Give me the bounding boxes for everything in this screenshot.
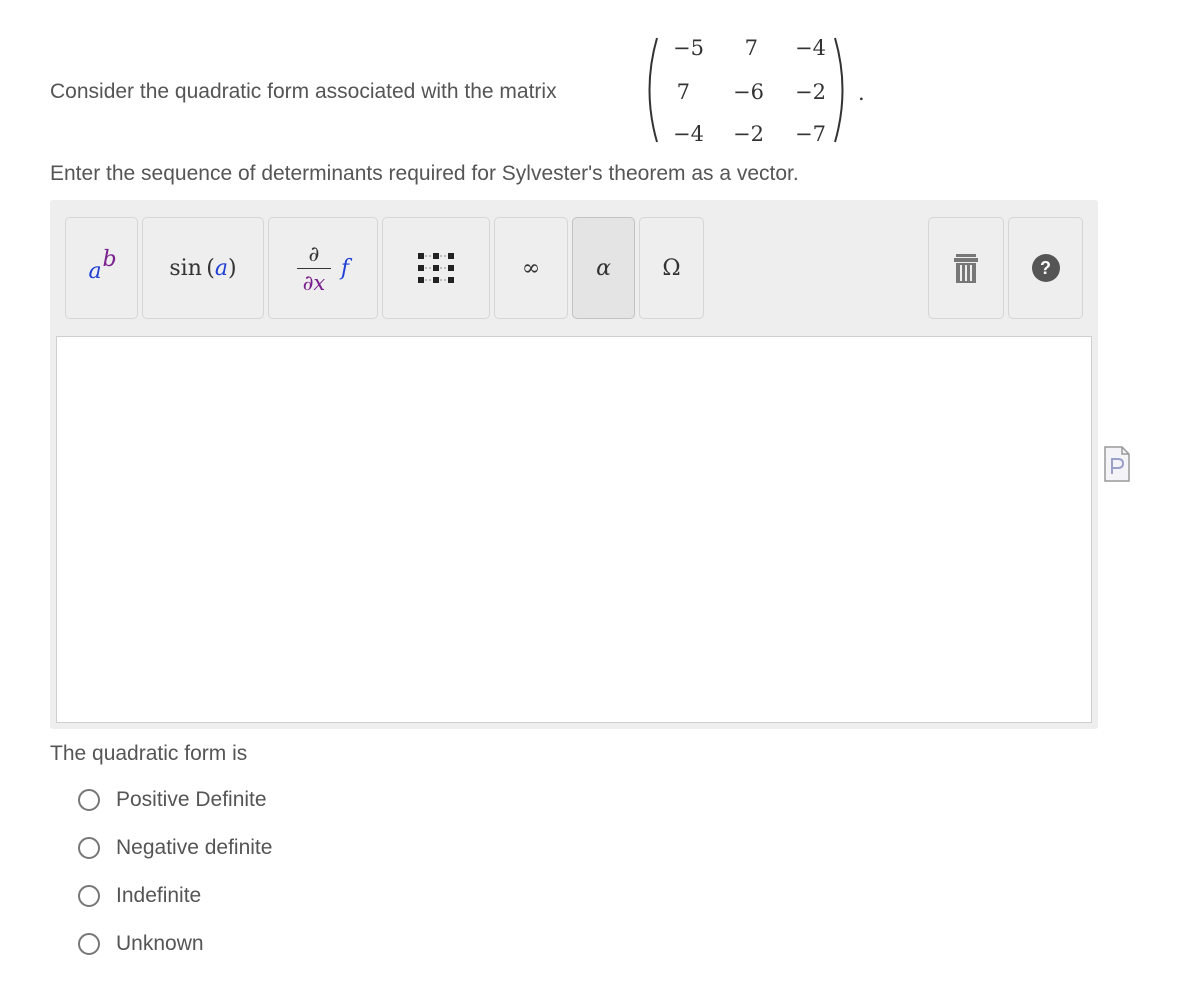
clear-button[interactable] [928, 217, 1004, 319]
alpha-icon: α [596, 255, 611, 281]
infinity-icon: ∞ [521, 255, 541, 281]
matrix [640, 36, 865, 146]
math-editor [50, 200, 1098, 729]
superscript-button[interactable] [65, 217, 138, 319]
trash-icon [951, 251, 981, 285]
radio-button[interactable] [78, 837, 100, 859]
matrix-cell: −7 [795, 122, 826, 146]
help-button[interactable] [1008, 217, 1083, 319]
matrix-cell: −6 [733, 80, 764, 104]
help-icon: ? [1032, 254, 1060, 282]
option-label: Indefinite [116, 884, 202, 907]
radio-button[interactable] [78, 789, 100, 811]
question-text-matrix: Consider the quadratic form associated with the matrix [50, 80, 557, 103]
quadratic-form-question: The quadratic form is [50, 742, 248, 765]
matrix-cell: −4 [795, 36, 826, 60]
infinity-button[interactable] [494, 217, 568, 319]
matrix-cell: −4 [673, 122, 704, 146]
functions-button[interactable] [142, 217, 264, 319]
matrix-cell: 7 [676, 80, 690, 104]
matrix-cell: −5 [673, 36, 704, 60]
option-indefinite[interactable] [78, 881, 201, 911]
matrix-icon [416, 250, 456, 286]
symbols-button[interactable] [639, 217, 704, 319]
omega-icon: Ω [662, 255, 681, 281]
answer-input-area[interactable] [56, 336, 1092, 723]
calculus-button[interactable] [268, 217, 378, 319]
matrix-period: . [858, 81, 865, 105]
right-paren [832, 36, 852, 144]
derivative-icon: ∂ ∂x f [297, 242, 349, 295]
greek-button[interactable] [572, 217, 635, 319]
superscript-icon: a b [88, 247, 117, 284]
option-unknown[interactable] [78, 929, 204, 959]
matrix-cell: −2 [795, 80, 826, 104]
document-icon[interactable] [1104, 446, 1130, 487]
matrix-button[interactable] [382, 217, 490, 319]
radio-button[interactable] [78, 933, 100, 955]
option-label: Negative definite [116, 836, 273, 859]
matrix-cell: −2 [733, 122, 764, 146]
matrix-cell: 7 [744, 36, 758, 60]
radio-button[interactable] [78, 885, 100, 907]
option-label: Unknown [116, 932, 204, 955]
option-negative-definite[interactable] [78, 833, 272, 863]
sin-icon: sin (a) [169, 255, 237, 281]
option-label: Positive Definite [116, 788, 267, 811]
option-positive-definite[interactable] [78, 785, 267, 815]
question-text-sylvester: Enter the sequence of determinants required for Sylvester's theorem as a vector. [50, 162, 799, 185]
